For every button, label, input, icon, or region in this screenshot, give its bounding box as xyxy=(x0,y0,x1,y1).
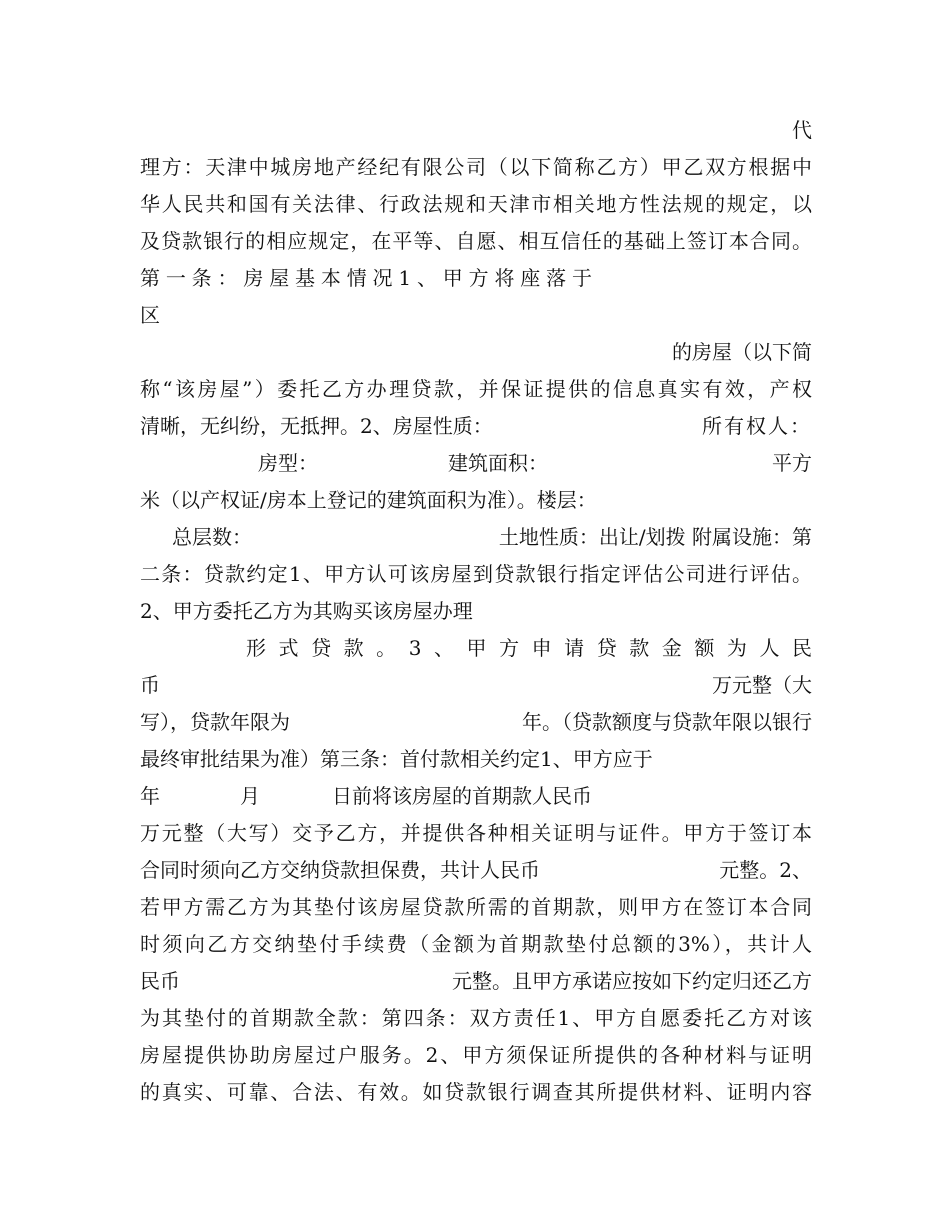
text-segment: 清晰，无纠纷，无抵押。2、房屋性质： xyxy=(140,414,493,438)
text-line xyxy=(140,778,812,814)
text-line xyxy=(140,963,812,999)
text-segment: 形式贷款。3、甲方申请贷款金额为人民 xyxy=(246,636,812,660)
text-line xyxy=(140,112,812,148)
text-segment: 年 xyxy=(140,784,160,808)
text-segment: 民币 xyxy=(140,969,180,993)
text-segment: 建筑面积： xyxy=(448,451,548,475)
text-segment: 所有权人： xyxy=(702,414,812,438)
text-line: 及贷款银行的相应规定，在平等、自愿、相互信任的基础上签订本合同。 xyxy=(140,229,812,253)
text-segment: 万元整（大 xyxy=(712,673,812,697)
text-segment: 第一条：房屋基本情况1、甲方将座落于 xyxy=(140,266,592,290)
text-line xyxy=(140,408,812,444)
text-line: 称“该房屋”）委托乙方办理贷款，并保证提供的信息真实有效，产权 xyxy=(140,377,812,401)
text-line: 为其垫付的首期款全款：第四条：双方责任1、甲方自愿委托乙方对该 xyxy=(140,1006,812,1030)
text-line: 2、甲方委托乙方为其购买该房屋办理 xyxy=(140,599,473,623)
text-line: 若甲方需乙方为其垫付该房屋贷款所需的首期款，则甲方在签订本合同 xyxy=(140,895,812,919)
text-line xyxy=(140,519,812,555)
text-segment: 日前将该房屋的首期款人民币 xyxy=(332,784,592,808)
text-segment: 月 xyxy=(240,784,260,808)
text-segment: 币 xyxy=(140,673,160,697)
text-segment: 土地性质：出让/划拨 附属设施：第 xyxy=(498,525,812,549)
text-line: 米（以产权证/房本上登记的建筑面积为准）。楼层： xyxy=(140,488,597,512)
text-segment: 元整。且甲方承诺应按如下约定归还乙方 xyxy=(452,969,812,993)
text-line: 华人民共和国有关法律、行政法规和天津市相关地方性法规的规定，以 xyxy=(140,192,812,216)
text-line: 理方：天津中城房地产经纪有限公司（以下简称乙方）甲乙双方根据中 xyxy=(140,155,812,179)
text-line xyxy=(140,852,812,888)
text-segment: 元整。2、 xyxy=(719,858,812,882)
text-line: 区 xyxy=(140,303,160,327)
text-segment: 平方 xyxy=(772,451,812,475)
text-segment: 代 xyxy=(792,118,812,142)
text-line: 房屋提供协助房屋过户服务。2、甲方须保证所提供的各种材料与证明 xyxy=(140,1043,812,1067)
text-line xyxy=(140,667,812,703)
text-segment: 房型： xyxy=(258,451,318,475)
text-segment: 写），贷款年限为 xyxy=(140,710,290,734)
text-segment: 总层数： xyxy=(172,525,252,549)
text-line xyxy=(140,630,812,666)
text-line xyxy=(140,334,812,370)
text-segment: 年。（贷款额度与贷款年限以银行 xyxy=(522,710,812,734)
text-line xyxy=(140,704,812,740)
text-line: 二条：贷款约定1、甲方认可该房屋到贷款银行指定评估公司进行评估。 xyxy=(140,562,812,586)
text-line: 最终审批结果为准）第三条：首付款相关约定1、甲方应于 xyxy=(140,747,653,771)
text-segment: 合同时须向乙方交纳贷款担保费，共计人民币 xyxy=(140,858,540,882)
text-line: 的真实、可靠、合法、有效。如贷款银行调查其所提供材料、证明内容 xyxy=(140,1080,812,1104)
text-line: 时须向乙方交纳垫付手续费（金额为首期款垫付总额的3%），共计人 xyxy=(140,932,812,956)
text-line xyxy=(140,260,592,296)
text-segment: 的房屋（以下简 xyxy=(672,340,812,364)
text-line xyxy=(140,445,812,481)
text-line: 万元整（大写）交予乙方，并提供各种相关证明与证件。甲方于签订本 xyxy=(140,821,812,845)
